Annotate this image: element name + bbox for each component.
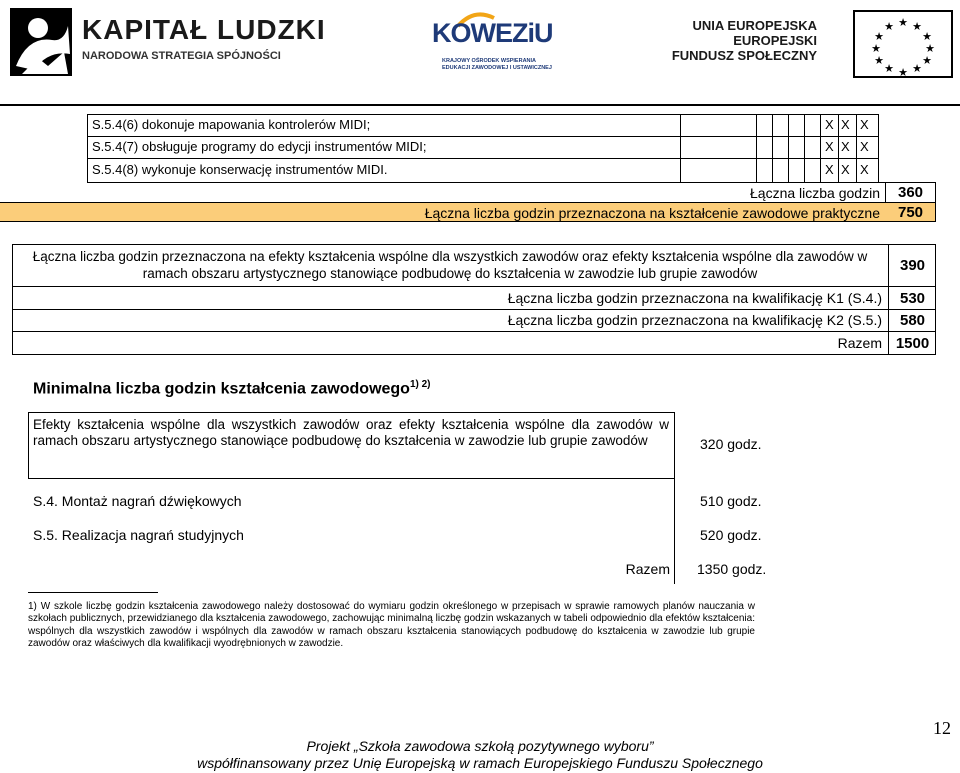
mark-x: X xyxy=(841,139,850,154)
table-line xyxy=(935,182,936,222)
table-line xyxy=(87,158,879,159)
minimal-row-s4-label: S.4. Montaż nagrań dźwiękowych xyxy=(33,493,242,509)
kapital-ludzki-logo xyxy=(8,6,326,86)
table-line xyxy=(12,286,936,287)
minimal-row-s4-value: 510 godz. xyxy=(700,493,762,509)
table-line xyxy=(680,114,681,182)
mark-x: X xyxy=(825,139,834,154)
common-effects-value: 390 xyxy=(899,257,926,274)
koweziu-subtitle: KRAJOWY OŚRODEK WSPIERANIA EDUKACJI ZAWODOWEJ I USTAWICZNEJ xyxy=(442,58,552,71)
minimal-total-value: 1350 godz. xyxy=(697,561,767,577)
footer-line1: Projekt „Szkoła zawodowa szkołą pozytywnego wyboru” xyxy=(306,738,654,754)
svg-text:★: ★ xyxy=(922,54,932,67)
k2-label: Łączna liczba godzin przeznaczona na kwalifikację K2 (S.5.) xyxy=(507,312,882,328)
minimal-row-s5-value: 520 godz. xyxy=(700,527,762,543)
table-line xyxy=(87,114,879,115)
table-line xyxy=(87,114,88,183)
table-line xyxy=(12,331,936,332)
minimal-hours-heading-sup: 1) 2) xyxy=(409,379,431,390)
table-line xyxy=(756,114,757,182)
kapital-ludzki-title: KAPITAŁ LUDZKI xyxy=(82,14,326,45)
eu-flag-icon xyxy=(853,10,953,78)
table-line xyxy=(856,114,857,182)
table-line xyxy=(820,114,821,182)
minimal-total-label: Razem xyxy=(625,561,670,577)
practical-hours-value: 750 xyxy=(897,204,924,221)
table-line xyxy=(28,412,29,479)
eu-logo-line1: UNIA EUROPEJSKA xyxy=(692,18,817,33)
k2-value: 580 xyxy=(899,312,926,329)
minimal-hours-heading xyxy=(33,379,431,398)
practical-hours-label: Łączna liczba godzin przeznaczona na kształcenie zawodowe praktyczne xyxy=(424,205,880,221)
svg-text:★: ★ xyxy=(898,16,908,29)
table-row-label: S.5.4(8) wykonuje konserwację instrumentów MIDI. xyxy=(92,162,388,177)
table-line xyxy=(878,114,879,182)
minimal-row-s5-label: S.5. Realizacja nagrań studyjnych xyxy=(33,527,244,543)
svg-text:★: ★ xyxy=(925,42,935,55)
footnote-text: 1) W szkole liczbę godzin kształcenia zawodowego należy dostosować do wymiaru godzin określonego w przepisach w sprawie ramowych planów nauczania w szkołach publicznych, przewidzianego dla kształcenia zawodowego, zachowując minimalną liczbę godzin wskazanych w tabeli odpowiednio dla efektów kształcenia: wspólnych dla wszystkich zawodów i wspólnych dla zawodów w ramach obszaru kształcenia stanowiących podbudowę do kształcenia w zawodzie lub grupie zawodów oraz właściwych dla kwalifikacji wyodrębnionych w zawodzie. xyxy=(28,601,755,650)
table-row-label: S.5.4(7) obsługuje programy do edycji instrumentów MIDI; xyxy=(92,139,427,154)
eu-logo-line2: EUROPEJSKI xyxy=(733,33,817,48)
minimal-row-common-value: 320 godz. xyxy=(700,436,762,452)
svg-text:★: ★ xyxy=(884,62,894,75)
koweziu-logo xyxy=(430,10,560,80)
svg-text:★: ★ xyxy=(898,66,908,78)
summary-total-value: 1500 xyxy=(895,335,930,352)
table-line xyxy=(674,412,675,584)
footnote-divider xyxy=(28,592,158,593)
footer-line2: współfinansowany przez Unię Europejską w ramach Europejskiego Funduszu Społecznego xyxy=(197,755,763,771)
table-line xyxy=(28,478,674,479)
header-divider xyxy=(0,104,960,106)
kapital-ludzki-emblem-icon xyxy=(8,6,74,80)
total-hours-label: Łączna liczba godzin xyxy=(750,185,880,201)
minimal-hours-heading-text: Minimalna liczba godzin kształcenia zawodowego xyxy=(33,380,410,398)
mark-x: X xyxy=(860,139,869,154)
kapital-ludzki-subtitle: NARODOWA STRATEGIA SPÓJNOŚCI xyxy=(82,50,281,62)
table-line xyxy=(788,114,789,182)
k1-label: Łączna liczba godzin przeznaczona na kwalifikację K1 (S.4.) xyxy=(507,290,882,306)
svg-text:★: ★ xyxy=(922,30,932,43)
table-line xyxy=(87,182,935,183)
koweziu-title: KOWEZiU xyxy=(432,18,553,48)
table-line xyxy=(804,114,805,182)
table-row-label: S.5.4(6) dokonuje mapowania kontrolerów MIDI; xyxy=(92,117,371,132)
eu-logo-text xyxy=(672,18,817,63)
mark-x: X xyxy=(825,117,834,132)
page-number: 12 xyxy=(933,718,951,738)
mark-x: X xyxy=(860,117,869,132)
svg-text:★: ★ xyxy=(874,30,884,43)
table-line xyxy=(28,412,674,413)
table-line xyxy=(87,136,879,137)
mark-x: X xyxy=(841,162,850,177)
common-effects-label: Łączna liczba godzin przeznaczona na efekty kształcenia wspólne dla wszystkich zawodów oraz efekty kształcenia wspólne dla zawodów w ramach obszaru artystycznego stanowiące podbudowę do kształcenia w zawodzie lub grupie zawodów xyxy=(32,249,868,281)
svg-text:★: ★ xyxy=(871,42,881,55)
svg-text:★: ★ xyxy=(912,20,922,33)
mark-x: X xyxy=(860,162,869,177)
summary-total-label: Razem xyxy=(837,335,882,351)
minimal-row-common-label: Efekty kształcenia wspólne dla wszystkich zawodów oraz efekty kształcenia wspólne dla zawodów w ramach obszaru artystycznego stanowiące podbudowę do kształcenia w zawodzie lub grupie zawodów xyxy=(33,417,669,448)
eu-logo-line3: FUNDUSZ SPOŁECZNY xyxy=(671,48,817,63)
svg-text:★: ★ xyxy=(884,20,894,33)
eu-logo xyxy=(671,6,955,86)
svg-text:★: ★ xyxy=(874,54,884,67)
table-line xyxy=(838,114,839,182)
mark-x: X xyxy=(841,117,850,132)
k1-value: 530 xyxy=(899,290,926,307)
svg-text:★: ★ xyxy=(912,62,922,75)
mark-x: X xyxy=(825,162,834,177)
table-line xyxy=(12,309,936,310)
table-line xyxy=(772,114,773,182)
total-hours-value: 360 xyxy=(897,184,924,201)
